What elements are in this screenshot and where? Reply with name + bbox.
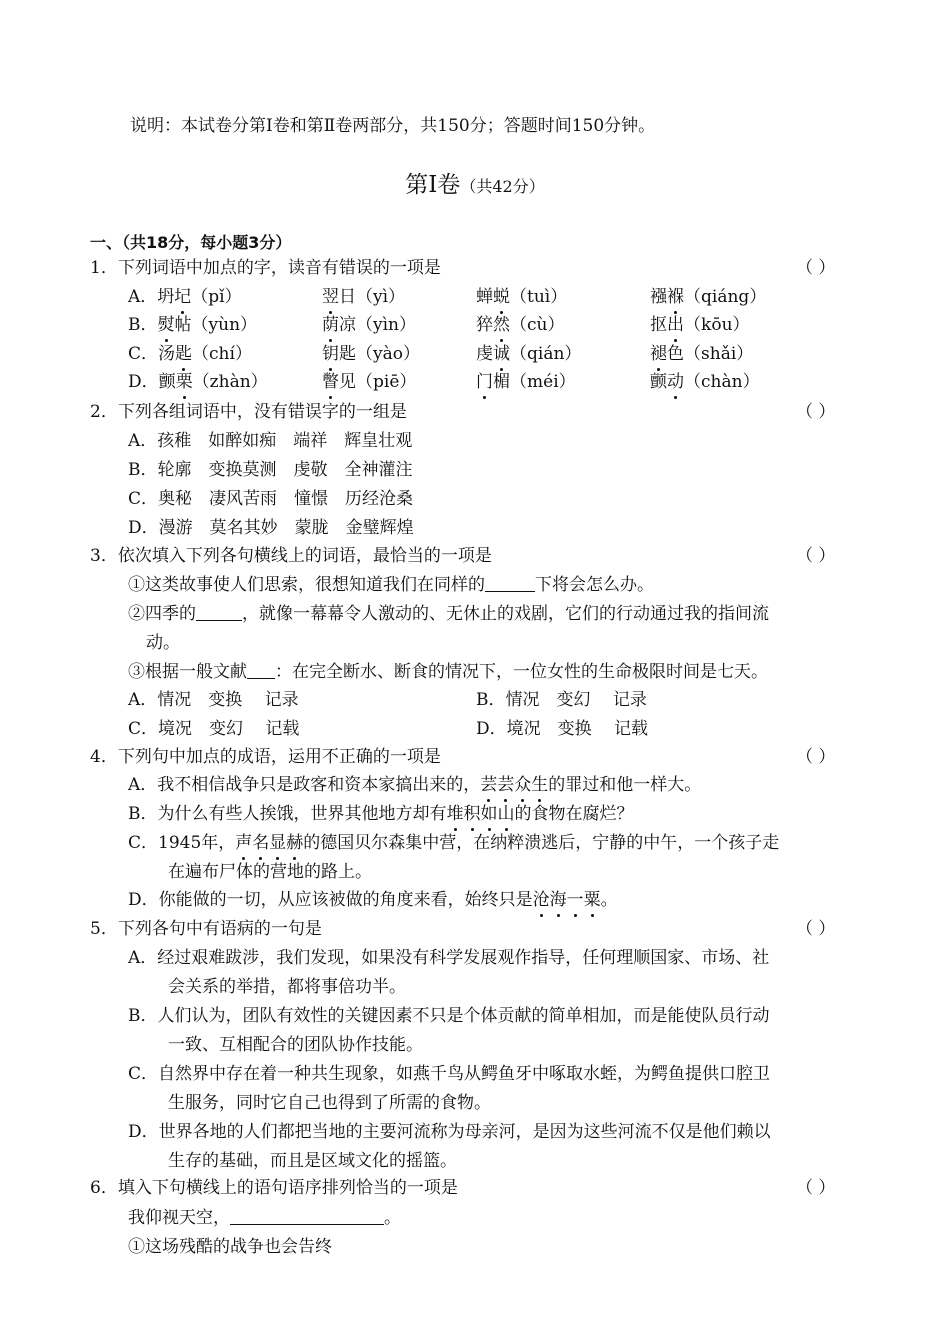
- q4-option-c-cont: 在遍布尸体的营地的路上。: [168, 862, 372, 882]
- q4-a-text: A．我不相信战争只是政客和资本家搞出来的，: [128, 775, 481, 795]
- q5-option-c-cont: 生服务，同时它自己也得到了所需的食物。: [168, 1093, 491, 1113]
- q4-c-idiom: 声名显赫: [235, 833, 304, 853]
- q3-sentence-2: [128, 602, 769, 626]
- q1-option-word: 蝉蜕（tuì）: [476, 287, 568, 307]
- q4-answer-paren[interactable]: （ ）: [796, 747, 836, 767]
- q3-blank-2[interactable]: [196, 602, 242, 621]
- q5-option-d: D．世界各地的人们都把当地的主要河流称为母亲河，是因为这些河流不仅是他们赖以: [128, 1122, 771, 1142]
- q1-option-word: 瞥见（piē）: [322, 372, 417, 392]
- q1-option-word: 坍圮（pǐ）: [157, 287, 242, 307]
- q2-option-a: A．孩稚 如醉如痴 端祥 辉皇壮观: [128, 431, 413, 451]
- q4-stem: 4．下列句中加点的成语，运用不正确的一项是: [90, 747, 441, 767]
- q4-b-tail: 的食物在腐烂？: [514, 804, 634, 824]
- q6-stem: 6．填入下句横线上的语句语序排列恰当的一项是: [90, 1178, 458, 1198]
- q1-option-word: A．: [128, 287, 158, 307]
- q1-option-cell: [128, 285, 242, 309]
- q6-blank[interactable]: [230, 1206, 384, 1225]
- q3-option-a: A．情况 变换 记录: [128, 690, 299, 710]
- q3-blank-3[interactable]: [247, 660, 275, 679]
- q4-option-c: [128, 831, 779, 855]
- q1-option-word: 荫凉（yìn）: [322, 315, 416, 335]
- q4-c-tail: 的德国贝尔森集中营，在纳粹溃逃后，宁静的中午，一个孩子走: [303, 833, 780, 853]
- q1-option-row: [0, 370, 950, 394]
- q1-option-row: [0, 313, 950, 337]
- q3-option-d: D．境况 变换 记载: [476, 719, 649, 739]
- q2-stem: 2．下列各组词语中，没有错误字的一组是: [90, 402, 407, 422]
- q1-option-word: 熨帖（yùn）: [157, 315, 258, 335]
- section-heading: 一、（共18分，每小题3分）: [90, 233, 292, 252]
- q1-answer-paren[interactable]: （ ）: [796, 258, 836, 278]
- q3-option-b: B．情况 变幻 记录: [476, 690, 647, 710]
- q2-option-d: D．漫游 莫名其妙 蒙胧 金璧辉煌: [128, 518, 414, 538]
- q1-option-word: D．: [128, 372, 159, 392]
- q1-option-word: 褪色（shǎi）: [650, 344, 754, 364]
- q5-option-b-cont: 一致、互相配合的团队协作技能。: [168, 1035, 423, 1055]
- q3-stem: 3．依次填入下列各句横线上的词语，最恰当的一项是: [90, 546, 492, 566]
- q3-sentence-3: [128, 660, 768, 684]
- q4-a-idiom: 芸芸众生: [480, 775, 549, 795]
- q1-option-word: 汤匙（chí）: [158, 344, 252, 364]
- exam-note: 说明：本试卷分第Ⅰ卷和第Ⅱ卷两部分，共150分；答题时间150分钟。: [130, 116, 656, 136]
- q3-sentence-2-cont: 动。: [146, 633, 180, 653]
- q1-option-word: 虔诚（qián）: [476, 344, 582, 364]
- q3-s1-tail: 下将会怎么办。: [535, 575, 654, 595]
- q3-s3-tail: ：在完全断水、断食的情况下，一位女性的生命极限时间是七天。: [275, 662, 768, 682]
- q2-option-c: C．奥秘 凄风苦雨 憧憬 历经沧桑: [128, 489, 414, 509]
- q4-d-tail: 。: [600, 890, 618, 910]
- q5-option-d-cont: 生存的基础，而且是区域文化的摇篮。: [168, 1151, 457, 1171]
- q6-sentence: [128, 1206, 401, 1230]
- q3-s2-tail: ，就像一幕幕令人激动的、无休止的戏剧，它们的行动通过我的指间流: [242, 604, 769, 624]
- q5-answer-paren[interactable]: （ ）: [796, 919, 836, 939]
- q1-option-word: B．: [128, 315, 158, 335]
- q4-b-text: B．为什么有些人挨饿，世界其他地方却有: [128, 804, 447, 824]
- q1-option-word: 猝然（cù）: [476, 315, 565, 335]
- q6-answer-paren[interactable]: （ ）: [796, 1178, 836, 1198]
- q3-s2-text: ②四季的: [128, 604, 196, 624]
- q1-option-row: [0, 342, 950, 366]
- q3-s1-text: ①这类故事使人们思索，很想知道我们在同样的: [128, 575, 485, 595]
- q6-item-1: ①这场残酷的战争也会告终: [128, 1237, 332, 1257]
- q1-option-word: 襁褓（qiáng）: [650, 287, 767, 307]
- q3-answer-paren[interactable]: （ ）: [796, 546, 836, 566]
- q3-option-c: C．境况 变幻 记载: [128, 719, 300, 739]
- q1-option-word: 钥匙（yào）: [322, 344, 420, 364]
- q4-d-text: D．你能做的一切，从应该被做的角度来看，始终只是: [128, 890, 533, 910]
- q5-option-c: C．自然界中存在着一种共生现象，如燕千鸟从鳄鱼牙中啄取水蛭，为鳄鱼提供口腔卫: [128, 1064, 771, 1084]
- q5-stem: 5．下列各句中有语病的一句是: [90, 919, 322, 939]
- q2-option-b: B．轮廓 变换莫测 虔敬 全神灌注: [128, 460, 413, 480]
- q1-option-word: 颤栗（zhàn）: [158, 372, 268, 392]
- q4-c-text: C．1945年，: [128, 833, 236, 853]
- part-score: （共42分）: [460, 177, 545, 196]
- q4-option-d: [128, 888, 618, 912]
- q4-option-a: [128, 773, 701, 797]
- q1-option-cell: [128, 342, 252, 366]
- q1-option-word: C．: [128, 344, 159, 364]
- q1-option-cell: [128, 313, 257, 337]
- q4-a-tail: 的罪过和他一样大。: [548, 775, 702, 795]
- q1-option-word: 抠出（kōu）: [650, 315, 750, 335]
- q5-option-a: A．经过艰难跋涉，我们发现，如果没有科学发展观作指导，任何理顺国家、市场、社: [128, 948, 770, 968]
- q4-option-b: [128, 802, 634, 826]
- q4-b-idiom: 堆积如山: [446, 804, 515, 824]
- part-title-text: 第Ⅰ卷: [405, 172, 461, 198]
- q1-option-word: 门楣（méi）: [476, 372, 576, 392]
- q6-s1-end: 。: [384, 1208, 401, 1228]
- q1-option-word: 翌日（yì）: [322, 287, 406, 307]
- q3-blank-1[interactable]: [485, 573, 535, 592]
- q6-s1-text: 我仰视天空，: [128, 1208, 230, 1228]
- q3-s3-text: ③根据一般文献: [128, 662, 247, 682]
- q5-option-b: B．人们认为，团队有效性的关键因素不只是个体贡献的简单相加，而是能使队员行动: [128, 1006, 770, 1026]
- q1-option-row: [0, 285, 950, 309]
- q2-answer-paren[interactable]: （ ）: [796, 402, 836, 422]
- q3-sentence-1: [128, 573, 654, 597]
- part-title: [0, 170, 950, 202]
- q5-option-a-cont: 会关系的举措，都将事倍功半。: [168, 977, 406, 997]
- q1-option-word: 颤动（chàn）: [650, 372, 760, 392]
- q4-d-idiom: 沧海一粟: [532, 890, 601, 910]
- q1-option-cell: [128, 370, 268, 394]
- q1-stem: 1．下列词语中加点的字，读音有错误的一项是: [90, 258, 441, 278]
